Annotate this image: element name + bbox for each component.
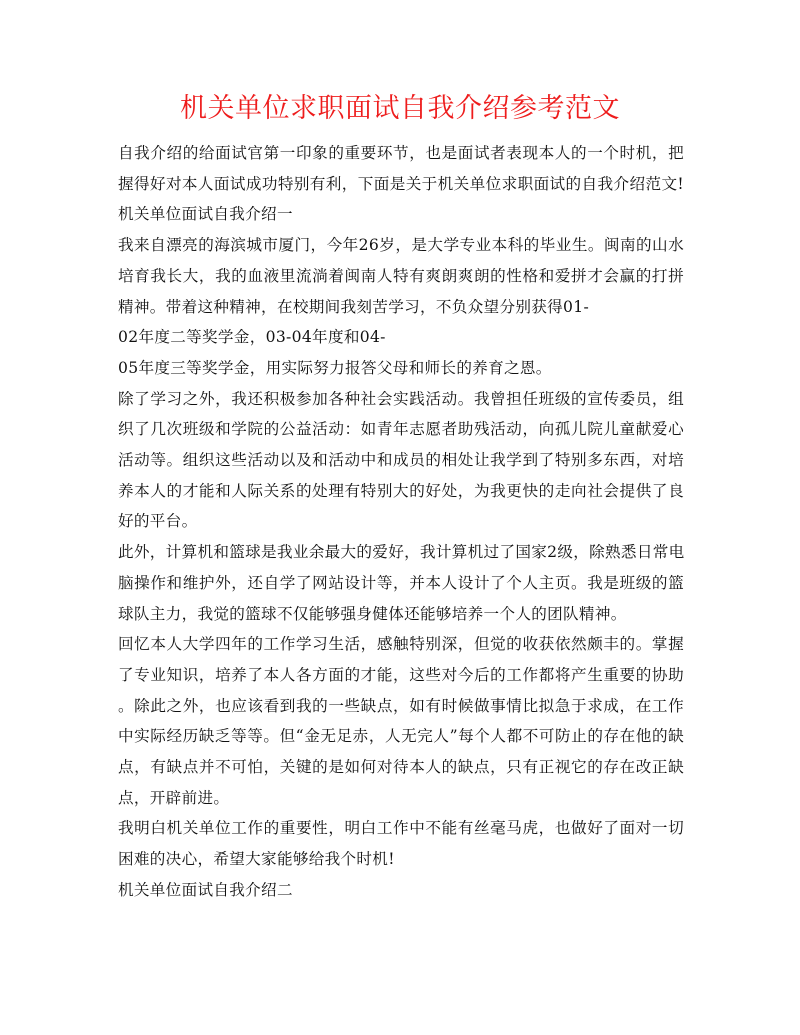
- text-line: 05年度三等奖学金，用实际努力报答父母和师长的养育之恩。: [118, 358, 552, 377]
- text-line: 机关单位面试自我介绍一: [118, 205, 293, 224]
- text-line: 好的平台。: [118, 512, 198, 531]
- text-line: 培育我长大，我的血液里流淌着闽南人特有爽朗爽朗的性格和爱拼才会赢的打拼: [118, 266, 684, 285]
- text-line: 养本人的才能和人际关系的处理有特别大的好处，为我更快的走向社会提供了良: [118, 481, 684, 500]
- text-line: 球队主力，我觉的篮球不仅能够强身健体还能够培养一个人的团队精神。: [118, 604, 627, 623]
- text-line: 握得好对本人面试成功特别有利，下面是关于机关单位求职面试的自我介绍范文!: [118, 174, 684, 193]
- text-line: 此外，计算机和篮球是我业余最大的爱好，我计算机过了国家2级，除熟悉日常电: [118, 543, 685, 562]
- text-line: 自我介绍的给面试官第一印象的重要环节，也是面试者表现本人的一个时机，把: [118, 144, 684, 162]
- document-title: 机关单位求职面试自我介绍参考范文: [180, 93, 620, 124]
- text-line: 。除此之外，也应该看到我的一些缺点，如有时候做事情比拟急于求成，在工作: [118, 696, 684, 715]
- document-body: [118, 138, 684, 906]
- text-line: 了专业知识，培养了本人各方面的才能，这些对今后的工作都将产生重要的协助: [118, 665, 684, 684]
- text-line: 点，开辟前进。: [118, 788, 230, 807]
- text-line: 回忆本人大学四年的工作学习生活，感触特别深，但觉的收获依然颇丰的。掌握: [118, 635, 684, 654]
- text-line: 活动等。组织这些活动以及和活动中和成员的相处让我学到了特别多东西，对培: [118, 451, 684, 470]
- text-line: 02年度二等奖学金，03-04年度和04-: [118, 328, 386, 347]
- text-line: 精神。带着这种精神，在校期间我刻苦学习，不负众望分别获得01-: [118, 297, 590, 316]
- text-line: 织了几次班级和学院的公益活动：如青年志愿者助残活动，向孤儿院儿童献爱心: [118, 420, 684, 439]
- text-line: 点，有缺点并不可怕，关键的是如何对待本人的缺点，只有正视它的存在改正缺: [118, 758, 684, 777]
- text-line: 除了学习之外，我还积极参加各种社会实践活动。我曾担任班级的宣传委员，组: [118, 389, 684, 408]
- text-line: 我来自漂亮的海滨城市厦门，今年26岁，是大学专业本科的毕业生。闽南的山水: [118, 236, 684, 255]
- text-line: 困难的决心，希望大家能够给我个时机!: [118, 850, 395, 869]
- text-line: 我明白机关单位工作的重要性，明白工作中不能有丝毫马虎，也做好了面对一切: [118, 819, 684, 838]
- text-line: 中实际经历缺乏等等。但“金无足赤，人无完人”每个人都不可防止的存在他的缺: [118, 727, 684, 746]
- text-line: 机关单位面试自我介绍二: [118, 880, 293, 899]
- text-line: 脑操作和维护外，还自学了网站设计等，并本人设计了个人主页。我是班级的篮: [118, 573, 684, 592]
